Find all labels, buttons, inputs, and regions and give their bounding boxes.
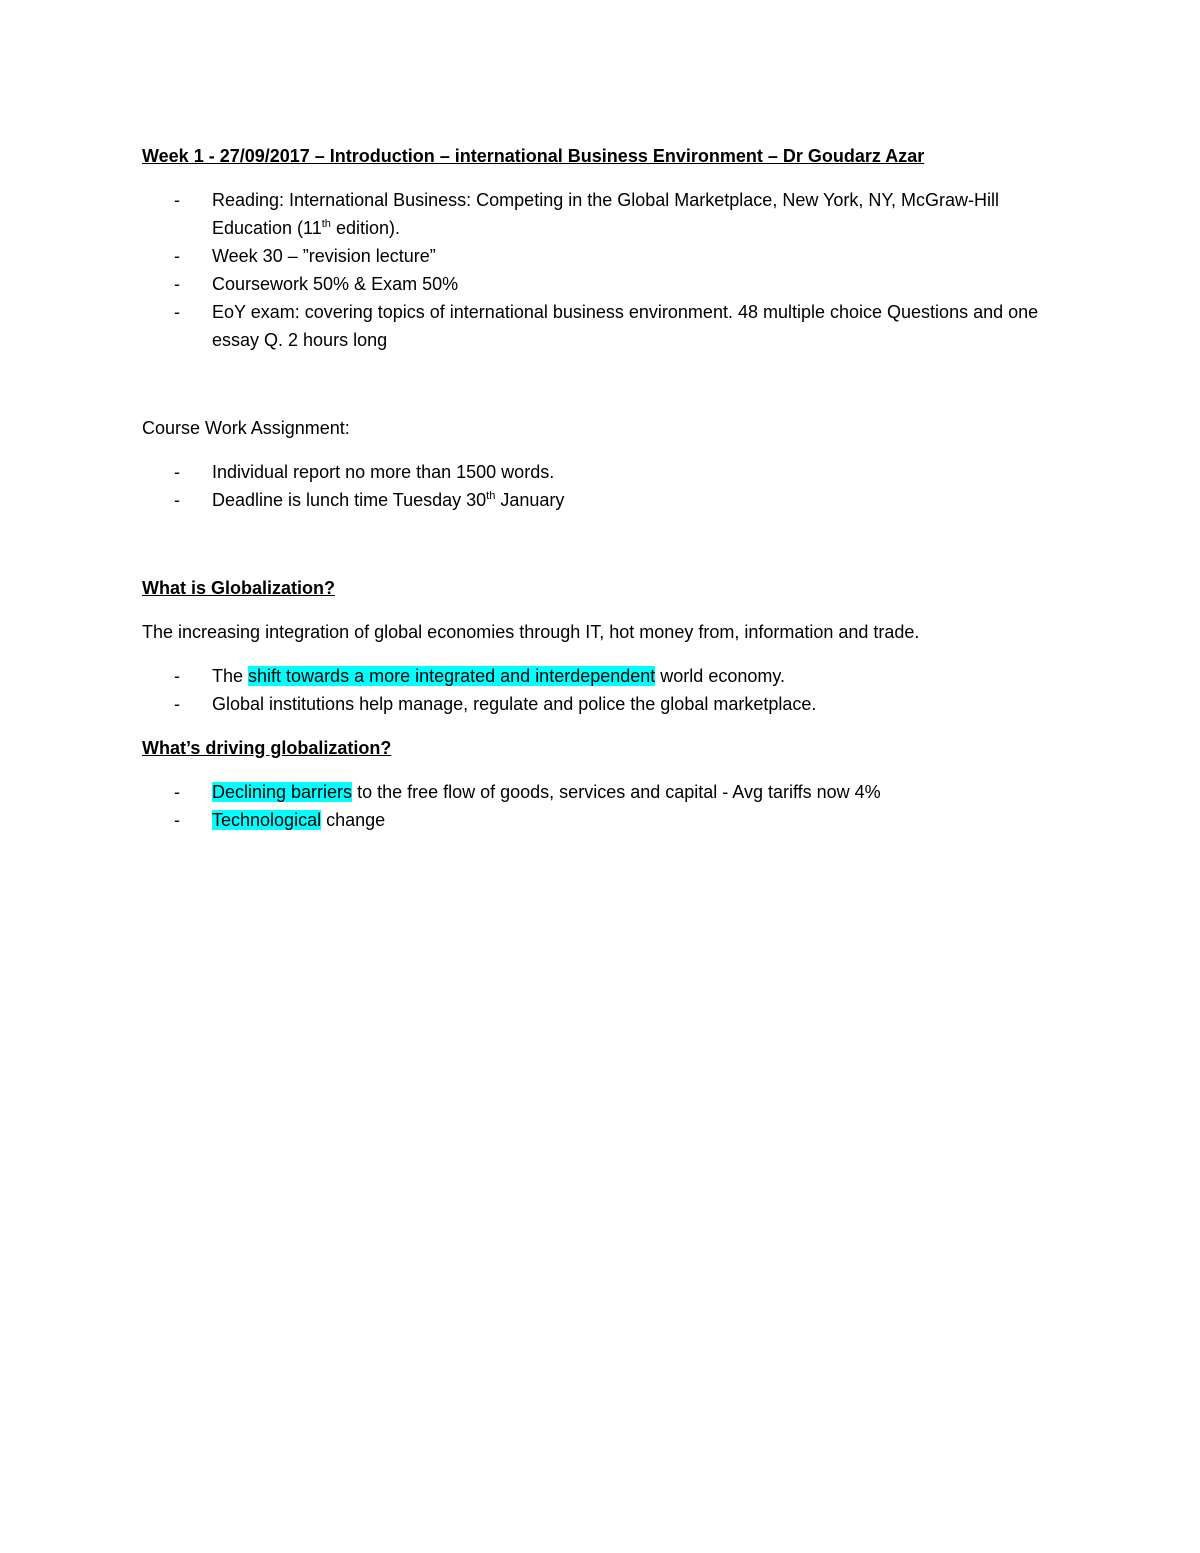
intro-list: [142, 186, 1042, 354]
drivers-list: [142, 778, 1042, 834]
list-item-shift: [142, 662, 1042, 690]
shift-text-end: world economy.: [655, 666, 786, 686]
list-dash: -: [174, 246, 180, 266]
list-item-week30: [142, 242, 1042, 270]
list-item-barriers: [142, 778, 1042, 806]
ordinal-suffix: th: [321, 218, 331, 230]
institutions-text: Global institutions help manage, regulate and police the global marketplace.: [212, 694, 817, 714]
globalization-heading: What is Globalization?: [142, 578, 335, 598]
list-dash: -: [174, 666, 180, 686]
barriers-text: to the free flow of goods, services and capital - Avg tariffs now 4%: [352, 782, 881, 802]
list-item-reading: [142, 186, 1042, 242]
list-item-institutions: [142, 690, 1042, 718]
shift-text: The: [212, 666, 249, 686]
list-dash: -: [174, 782, 180, 802]
reading-text: Reading: International Business: Competing in the Global Marketplace, New York, NY, McGraw-Hill Education (11: [212, 190, 1000, 238]
deadline-text: Deadline is lunch time Tuesday 30: [212, 490, 487, 510]
coursework-list: [142, 458, 1042, 514]
technology-text: change: [321, 810, 386, 830]
weighting-text: Coursework 50% & Exam 50%: [212, 274, 459, 294]
report-text: Individual report no more than 1500 words.: [212, 462, 555, 482]
list-dash: -: [174, 274, 180, 294]
lecture-title: Week 1 - 27/09/2017 – Introduction – international Business Environment – Dr Goudarz Azar: [142, 146, 925, 166]
globalization-definition: The increasing integration of global economies through IT, hot money from, information and trade.: [142, 622, 920, 642]
list-item-technology: [142, 806, 1042, 834]
drivers-heading: What’s driving globalization?: [142, 738, 392, 758]
list-item-weighting: [142, 270, 1042, 298]
list-dash: -: [174, 694, 180, 714]
document-body: [142, 142, 1042, 834]
week30-text: Week 30 – ”revision lecture”: [212, 246, 436, 266]
globalization-list: [142, 662, 1042, 718]
highlighted-text: shift towards a more integrated and interdependent: [248, 666, 656, 686]
list-dash: -: [174, 462, 180, 482]
list-dash: -: [174, 190, 180, 210]
ordinal-suffix: th: [486, 490, 496, 502]
exam-text: EoY exam: covering topics of international business environment. 48 multiple choice Questions and one essay Q. 2 hours long: [212, 302, 1039, 350]
list-dash: -: [174, 302, 180, 322]
list-dash: -: [174, 810, 180, 830]
list-item-exam: [142, 298, 1042, 354]
deadline-text-end: January: [495, 490, 565, 510]
reading-text-end: edition).: [330, 218, 400, 238]
highlighted-text: Declining barriers: [212, 782, 353, 802]
highlighted-text: Technological: [212, 810, 322, 830]
list-dash: -: [174, 490, 180, 510]
list-item-deadline: [142, 486, 1042, 514]
list-item-report: [142, 458, 1042, 486]
coursework-heading: Course Work Assignment:: [142, 418, 350, 438]
